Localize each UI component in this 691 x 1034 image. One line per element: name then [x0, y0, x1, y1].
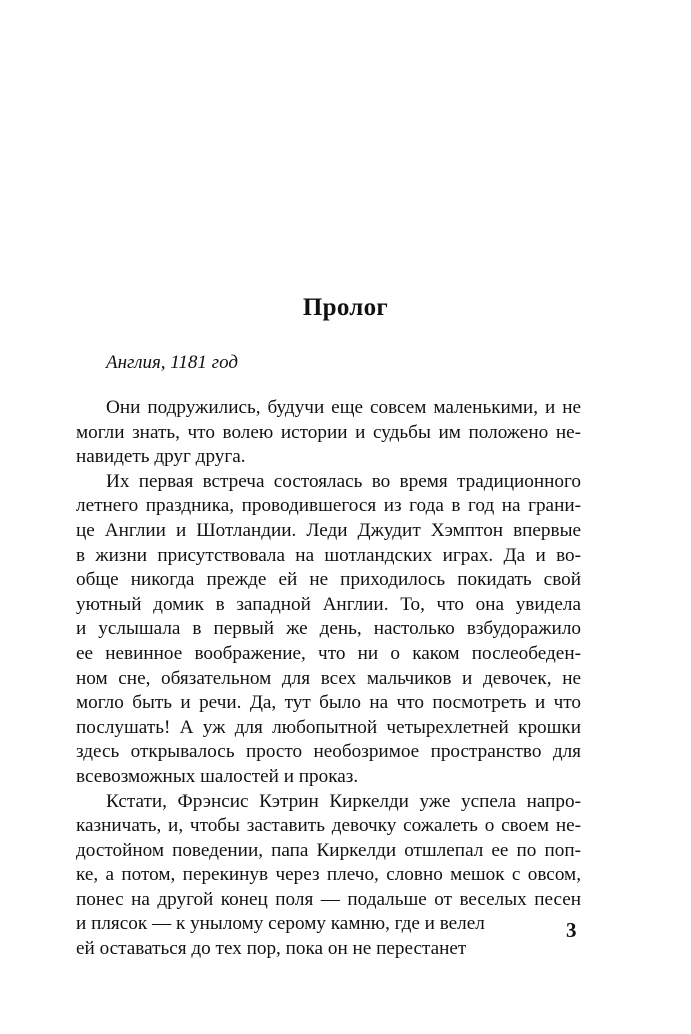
text-line: навидеть друг друга. [76, 446, 246, 468]
text-line: летнего праздника, проводившегося из года в год на грани- [76, 495, 581, 517]
page-number: 3 [566, 918, 577, 942]
text-line: и услышала в первый же день, настолько взбудоражило [76, 618, 581, 640]
text-line: Их первая встреча состоялась во время традиционного [106, 470, 581, 492]
text-line: здесь открывалось просто необозримое пространство для [76, 741, 581, 763]
text-line: обще никогда прежде ей не приходилось покидать свой [76, 569, 581, 591]
chapter-title: Пролог [302, 294, 389, 321]
text-line: ном сне, обязательном для всех мальчиков и девочек, не [76, 667, 581, 689]
text-line: Кстати, Фрэнсис Кэтрин Киркелди уже успела напро- [106, 790, 581, 812]
body-text [76, 396, 581, 962]
text-line: могло быть и речи. Да, тут было на что посмотреть и что [76, 692, 581, 714]
text-line: казничать, и, чтобы заставить девочку сожалеть о своем не- [76, 815, 581, 837]
text-line: Они подружились, будучи еще совсем маленькими, и не [106, 397, 581, 418]
text-line: це Англии и Шотландии. Леди Джудит Хэмптон впервые [76, 519, 581, 541]
text-line: ке, а потом, перекинув через плечо, словно мешок с овсом, [76, 864, 581, 886]
text-line: понес на другой конец поля — подальше от веселых песен [76, 888, 581, 910]
text-line: могли знать, что волею истории и судьбы им положено не- [76, 421, 581, 443]
text-line: ее невинное воображение, что ни о каком послеобеден- [76, 642, 581, 664]
text-line: уютный домик в западной Англии. То, что она увидела [76, 593, 581, 615]
text-line: всевозможных шалостей и проказ. [76, 765, 359, 787]
text-line: и плясок — к унылому серому камню, где и велел [76, 913, 485, 935]
text-line: ей оставаться до тех пор, пока он не перестанет [76, 938, 467, 960]
text-line: послушать! А уж для любопытной четырехлетней крошки [76, 716, 581, 738]
chapter-place-date: Англия, 1181 год [106, 352, 238, 373]
text-line: в жизни присутствовала на шотландских играх. Да и во- [76, 544, 581, 566]
text-line: достойном поведении, папа Киркелди отшлепал ее по поп- [76, 839, 581, 861]
